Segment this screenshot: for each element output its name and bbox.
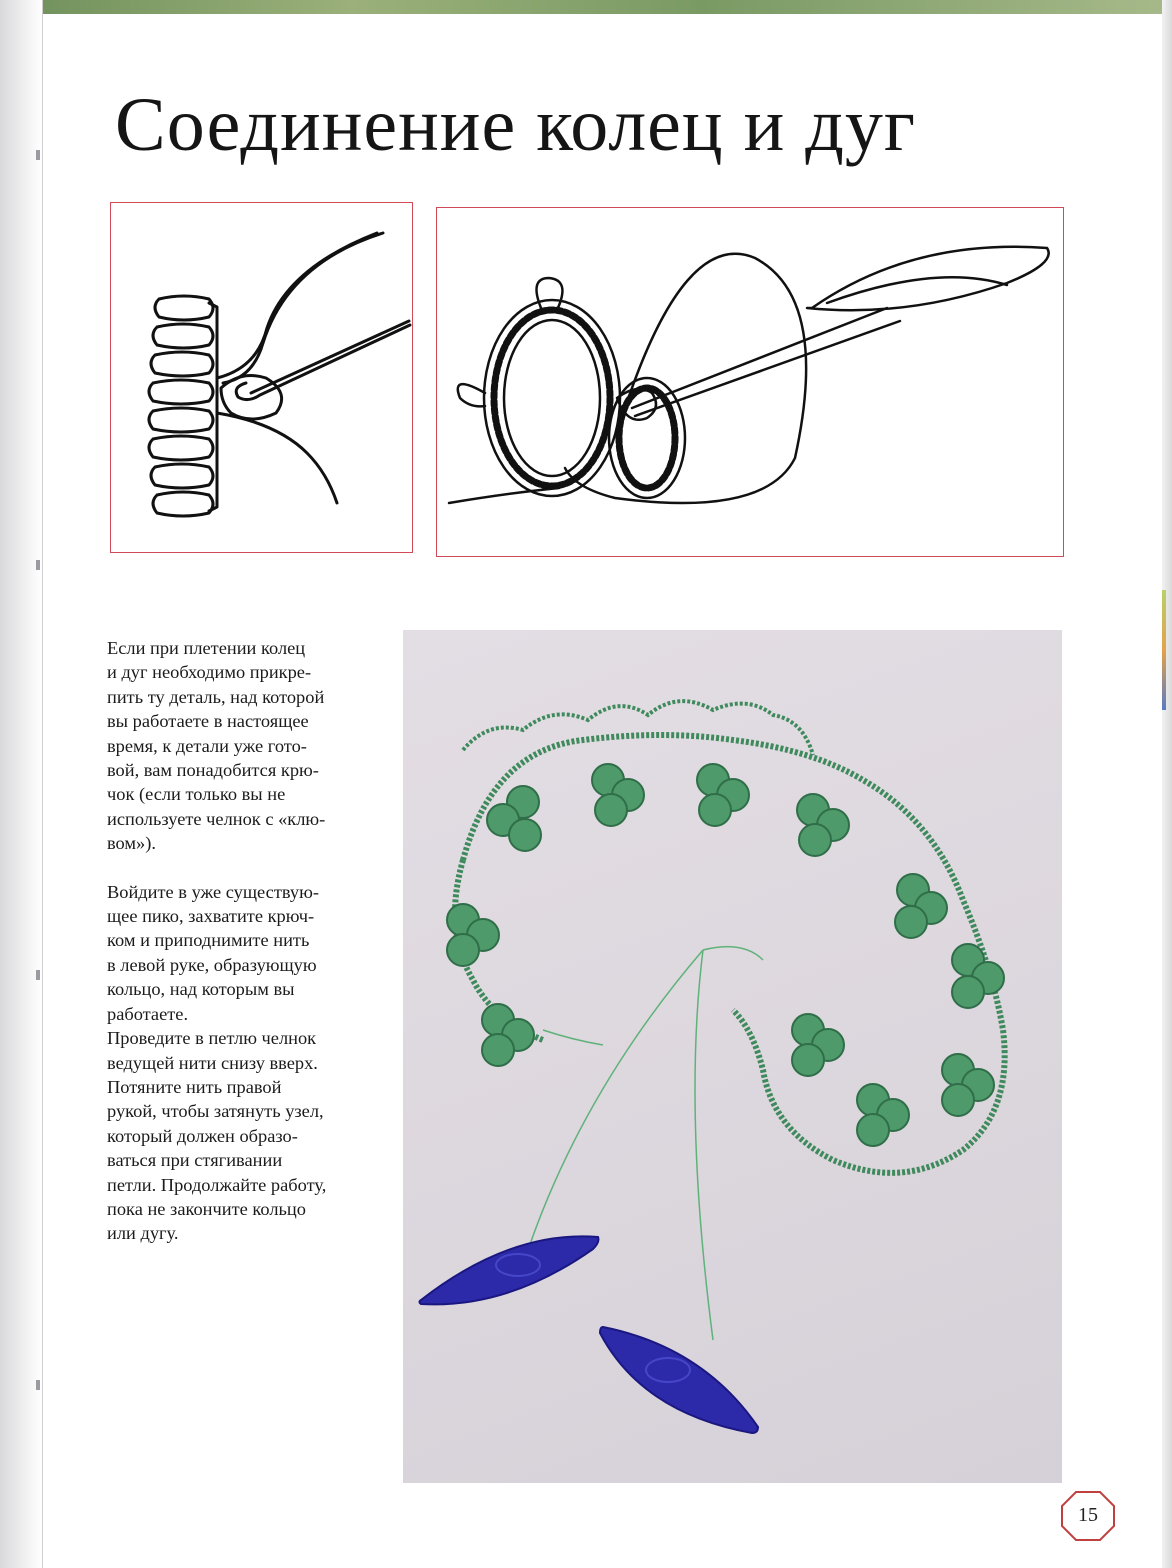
instruction-text <box>107 636 392 1246</box>
page-title: Соединение колец и дуг <box>115 83 917 167</box>
binding-stitch <box>36 560 40 570</box>
thread-lower <box>217 413 337 503</box>
binding-stitch <box>36 150 40 160</box>
thread-upper <box>217 233 377 378</box>
finished-ring <box>458 278 620 496</box>
page-number-badge <box>1060 1490 1116 1542</box>
clover-motifs <box>447 764 1004 1146</box>
thread-upper-2 <box>223 233 383 383</box>
lace-chain <box>455 701 1005 1173</box>
book-binding <box>0 0 43 1568</box>
shuttle-left <box>420 1236 599 1304</box>
page-number: 15 <box>1078 1504 1098 1526</box>
shuttle-right <box>600 1327 758 1433</box>
illustration-ring-shuttle <box>436 207 1064 557</box>
shuttle-threads <box>528 947 763 1340</box>
photo-tatted-lace <box>403 630 1062 1483</box>
illustration-hook-loop <box>110 202 413 553</box>
page-top-edge <box>0 0 1172 14</box>
paragraph-hook-intro: Если при плетении колец и дуг необходимо прикре- пить ту деталь, над которой вы работаете в настоящее время, к детали уже гото- вой, вам понадобится крю- чок (если только вы не используете челнок с «клю- вом»). <box>107 638 326 854</box>
shuttle-thread <box>632 308 887 408</box>
page-right-edge <box>1162 0 1172 1568</box>
paragraph-steps: Войдите в уже существую- щее пико, захватите крюч- ком и приподнимите нить в левой руке, образующую кольцо, над которым вы работаете. Проведите в петлю челнок ведущей нити снизу вверх. Потяните нить правой рукой, чтобы затянуть узел, который должен образо- ваться при стягивании петли. Продолжайте работу, пока не закончите кольцо или дугу. <box>107 881 327 1244</box>
binding-stitch <box>36 1380 40 1390</box>
double-stitches <box>149 296 217 516</box>
shuttle-thread-2 <box>635 321 900 416</box>
binding-stitch <box>36 970 40 980</box>
